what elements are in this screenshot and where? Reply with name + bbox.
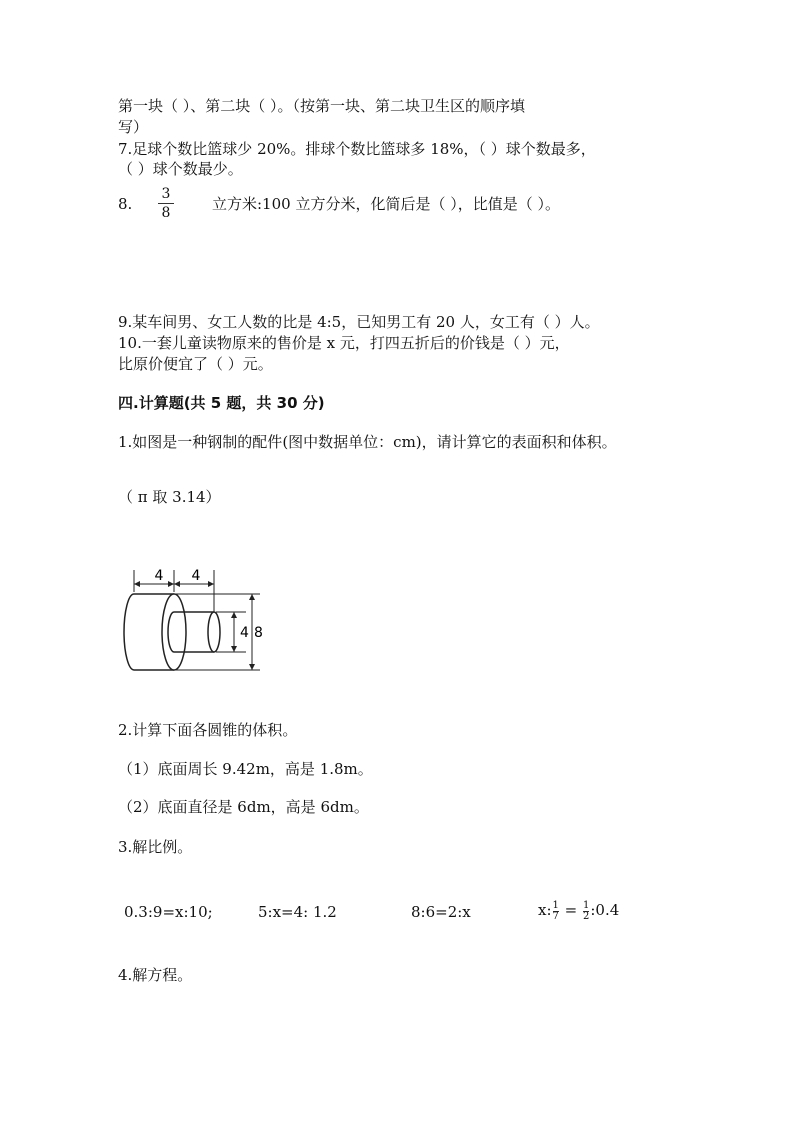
q6-line1: 第一块（ ）、第二块（ ）。（按第一块、第二块卫生区的顺序填 [118, 97, 526, 115]
p4-f2-num: 1 [583, 899, 590, 911]
calc4-text: 4.解方程。 [118, 966, 193, 984]
q6-line2: 写） [118, 118, 149, 136]
q8-frac-numerator: 3 [161, 186, 171, 202]
q8-text: 立方米:100 立方分米，化简后是（ ），比值是（ ）。 [212, 195, 560, 213]
section-title: 四.计算题(共 5 题，共 30 分) [118, 394, 325, 412]
proportion-1: 0.3:9=x:10; [124, 903, 213, 921]
p4-f1-num: 1 [552, 899, 559, 911]
p4-equals: = [559, 901, 582, 919]
q8-frac-denominator: 8 [161, 205, 171, 221]
calc2-part2: （2）底面直径是 6dm，高是 6dm。 [118, 798, 369, 816]
dim-right-label: 4 [191, 568, 201, 584]
q7-line2: （ ）球个数最少。 [118, 160, 243, 178]
calc1-pi-note: （ π 取 3.14） [118, 488, 221, 506]
dim-inner-label: 4 [240, 625, 249, 641]
dim-left-label: 4 [154, 568, 164, 584]
p4-f1-den: 7 [552, 910, 559, 922]
q7-line1: 7.足球个数比篮球少 20%。排球个数比篮球多 18%，（ ）球个数最多， [118, 140, 596, 158]
proportion-2: 5:x=4: 1.2 [258, 903, 337, 921]
calc2-part1: （1）底面周长 9.42m，高是 1.8m。 [118, 760, 373, 778]
proportion-4 [538, 900, 619, 922]
p4-f2-den: 2 [583, 910, 590, 922]
p4-part-a: x: [538, 901, 552, 919]
q8-fraction [158, 186, 174, 221]
proportion-3: 8:6=2:x [411, 903, 471, 921]
q10-line1: 10.一套儿童读物原来的售价是 x 元，打四五折后的价钱是（ ）元， [118, 334, 570, 352]
steel-part-figure [118, 560, 268, 675]
p4-part-b: :0.4 [590, 901, 620, 919]
calc1-text: 1.如图是一种钢制的配件(图中数据单位：cm)，请计算它的表面积和体积。 [118, 433, 617, 451]
q8-number: 8. [118, 195, 133, 213]
calc3-text: 3.解比例。 [118, 838, 193, 856]
q10-line2: 比原价便宜了（ ）元。 [118, 355, 273, 373]
p4-fraction-1 [553, 901, 559, 922]
p4-fraction-2 [583, 901, 589, 922]
fraction-bar [158, 203, 174, 204]
calc2-text: 2.计算下面各圆锥的体积。 [118, 721, 298, 739]
question-9: 9.某车间男、女工人数的比是 4:5，已知男工有 20 人，女工有（ ）人。 [118, 313, 600, 331]
dim-outer-label: 8 [254, 625, 263, 641]
